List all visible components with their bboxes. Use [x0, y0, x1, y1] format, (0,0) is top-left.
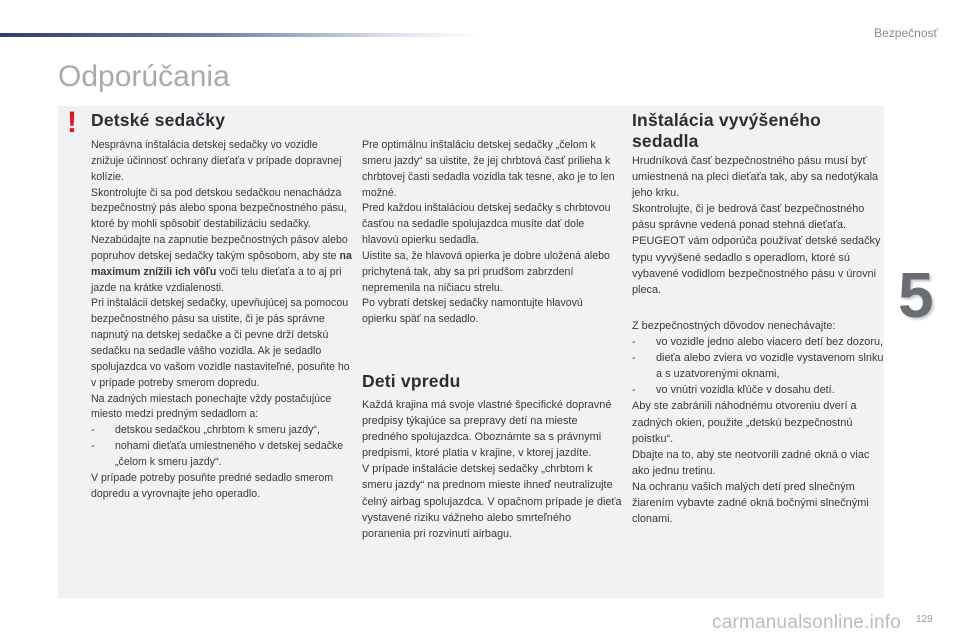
paragraph: Pri inštalácii detskej sedačky, upevňujúcej sa pomocou bezpečnostného pásu sa uistite, či je pás správne napnutý na detskej sedačke a či pevne drží detskú sedačku na sedadle vášho vozidla. Ak je sedadlo spolujazdca vo vašom vozidle nastaviteľné, posuňte ho v prípade potreby smerom dopredu. [91, 297, 350, 389]
column-deti-vpredu [362, 397, 622, 542]
paragraph: V prípade potreby posuňte predné sedadlo smerom dopredu a vyrovnajte jeho operadlo. [91, 471, 334, 500]
paragraph: Hrudníková časť bezpečnostného pásu musí byť umiestnená na pleci dieťaťa tak, aby sa nedotýkala jeho krku. [632, 155, 879, 200]
list-dash: - [632, 384, 636, 397]
paragraph: Po vybratí detskej sedačky namontujte hlavovú opierku späť na sedadlo. [362, 297, 583, 326]
list-item-text: vo vozidle jedno alebo viacero detí bez dozoru, [656, 336, 884, 349]
list-item-text: detskou sedačkou „chrbtom k smeru jazdy“, [115, 424, 320, 437]
paragraph: PEUGEOT vám odporúča používať detské sedačky typu vyvýšené sedadlo s operadlom, ktoré sú vybavené vodidlom bezpečnostného pásu v úrovni pleca. [632, 235, 881, 296]
paragraph: Pre optimálnu inštaláciu detskej sedačky „čelom k smeru jazdy“ sa uistite, že jej chrbtová časť prilieha k chrbtovej časti sedadla vozidla tak tesne, ako je to len možné. [362, 139, 615, 199]
paragraph: Z bezpečnostných dôvodov nenechávajte: [632, 320, 836, 332]
paragraph: Na ochranu vašich malých detí pred slnečným žiarením vybavte zadné okná bočnými slnečnými clonami. [632, 480, 869, 526]
list-dash: - [91, 440, 95, 453]
list-dash: - [91, 424, 95, 437]
column-detske-sedacky [91, 138, 353, 502]
list-item [91, 439, 353, 471]
paragraph: Na zadných miestach ponechajte vždy postačujúce miesto medzi predným sedadlom a: [91, 392, 332, 421]
section-name: Bezpečnosť [874, 26, 938, 40]
watermark: carmanualsonline.info [712, 612, 902, 633]
list-item-text: nohami dieťaťa umiestneného v detskej sedačke „čelom k smeru jazdy“. [115, 440, 344, 468]
paragraph: Dbajte na to, aby ste neotvorili zadné okná o viac ako jednu tretinu. [632, 448, 870, 477]
list-dash: - [632, 352, 636, 365]
paragraph: Aby ste zabránili náhodnému otvoreniu dverí a zadných okien, použite „detskú bezpečnostnú poistku“. [632, 400, 857, 445]
column-instalacia-detskej-sedacky [362, 138, 620, 328]
paragraph: Uistite sa, že hlavová opierka je dobre uložená alebo prichytená tak, aby sa pri prudšom zabrzdení nepremenila na ničiacu strelu. [362, 249, 610, 294]
list-item-text: dieťa alebo zviera vo vozidle vystavenom slnku a s uzatvorenými oknami, [656, 352, 884, 381]
warning-icon: ! [67, 106, 77, 139]
list-item [632, 350, 884, 382]
page-number: 129 [916, 614, 933, 625]
paragraph: Skontrolujte či sa pod detskou sedačkou nenachádza bezpečnostný pás alebo spona bezpečnostného pásu, ktoré by mohli spôsobiť destabilizáciu sedačky. [91, 186, 347, 231]
text-span: Nezabúdajte na zapnutie bezpečnostných pásov alebo popruhov detskej sedačky takým spôsobom, aby ste [91, 234, 348, 262]
paragraph: Pred každou inštaláciou detskej sedačky s chrbtovou časťou na sedadle spolujazdca musíte dať dole hlavovú opierku sedadla. [362, 202, 611, 247]
heading-deti-vpredu: Deti vpredu [362, 371, 461, 391]
list-item [91, 423, 353, 439]
column-bezpecnostne-dovody [632, 318, 884, 527]
text-span: voči telu dieťaťa a to aj pri jazde na krátke vzdialenosti. [91, 265, 342, 294]
paragraph: V prípade inštalácie detskej sedačky „chrbtom k smeru jazdy“ na prednom mieste ihneď neutralizujte čelný airbag spolujazdca. V opačnom prípade je dieťa vystavené riziku vážneho alebo smrteľného poranenia pri rozvinutí airbagu. [362, 463, 622, 540]
header-accent-bar [0, 33, 480, 37]
heading-detske-sedacky: Detské sedačky [91, 110, 226, 130]
page-title: Odporúčania [58, 60, 230, 93]
column-vyvysene-sedadlo [632, 153, 882, 298]
list-item [632, 334, 884, 350]
bold-text: na maximum znížili ich vôľu [91, 249, 352, 278]
paragraph: Každá krajina má svoje vlastné špecifické dopravné predpisy týkajúce sa prepravy detí na mieste predného spolujazdca. Oboznámte sa s právnymi predpismi, ktoré platia v krajine, v ktorej jazdíte. [362, 399, 612, 460]
chapter-number: 5 [898, 259, 934, 331]
list-item [632, 382, 884, 398]
list-item-text: vo vnútri vozidla kľúče v dosahu detí. [656, 384, 835, 397]
paragraph: Nesprávna inštalácia detskej sedačky vo vozidle znižuje účinnosť ochrany dieťaťa v prípade dopravnej kolízie. [91, 139, 342, 183]
paragraph: Skontrolujte, či je bedrová časť bezpečnostného pásu správne vedená ponad stehná dieťaťa. [632, 203, 865, 232]
list-dash: - [632, 336, 636, 349]
paragraph [91, 233, 353, 296]
heading-instalacia-vyvyseneho-sedadla: Inštalácia vyvýšeného sedadla [632, 110, 822, 151]
